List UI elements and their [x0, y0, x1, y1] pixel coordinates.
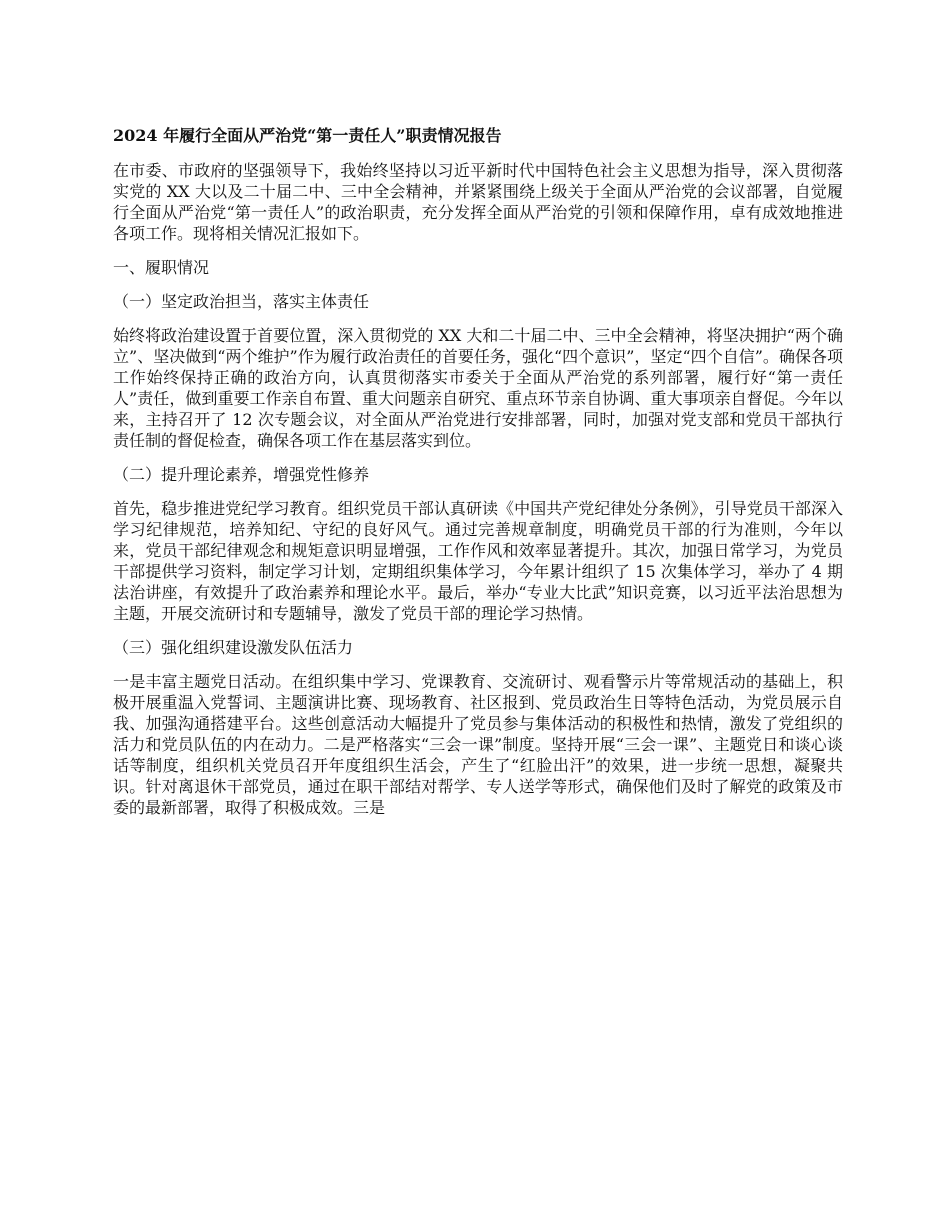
report-title: 2024 年履行全面从严治党“第一责任人”职责情况报告: [113, 126, 502, 145]
theory-study-paragraph: 首先，稳步推进党纪学习教育。组织党员干部认真研读《中国共产党纪律处分条例》，引导党员干部深入学习纪律规范，培养知纪、守纪的良好风气。通过完善规章制度，明确党员干部的行为准则，今年以来，党员干部纪律观念和规矩意识明显增强，工作作风和效率显著提升。其次，加强日常学习，为党员干部提供学习资料，制定学习计划，定期组织集体学习，今年累计组织了 15 次集体学习，举办了 4 期法治讲座，有效提升了政治素养和理论水平。最后，举办“专业大比武”知识竞赛，以习近平法治思想为主题，开展交流研讨和专题辅导，激发了党员干部的理论学习热情。: [113, 499, 843, 623]
subsection-heading-political: （一）坚定政治担当，落实主体责任: [113, 292, 370, 311]
subsection-heading-theory: （二）提升理论素养，增强党性修养: [113, 465, 370, 484]
intro-paragraph: 在市委、市政府的坚强领导下，我始终坚持以习近平新时代中国特色社会主义思想为指导，深入贯彻落实党的 XX 大以及二十届二中、三中全会精神，并紧紧围绕上级关于全面从严治党的会议部署，自觉履行全面从严治党“第一责任人”的政治职责，充分发挥全面从严治党的引领和保障作用，卓有成效地推进各项工作。现将相关情况汇报如下。: [113, 161, 843, 243]
political-responsibility-paragraph: 始终将政治建设置于首要位置，深入贯彻党的 XX 大和二十届二中、三中全会精神，将坚决拥护“两个确立”、坚决做到“两个维护”作为履行政治责任的首要任务，强化“四个意识”，坚定“四个自信”。确保各项工作始终保持正确的政治方向，认真贯彻落实市委关于全面从严治党的系列部署，履行好“第一责任人”责任，做到重要工作亲自布置、重大问题亲自研究、重点环节亲自协调、重大事项亲自督促。今年以来，主持召开了 12 次专题会议，对全面从严治党进行安排部署，同时，加强对党支部和党员干部执行责任制的督促检查，确保各项工作在基层落实到位。: [113, 326, 843, 450]
section-heading-performance: 一、履职情况: [113, 258, 210, 277]
organization-building-paragraph: 一是丰富主题党日活动。在组织集中学习、党课教育、交流研讨、观看警示片等常规活动的基础上，积极开展重温入党誓词、主题演讲比赛、现场教育、社区报到、党员政治生日等特色活动，为党员展示自我、加强沟通搭建平台。这些创意活动大幅提升了党员参与集体活动的积极性和热情，激发了党组织的活力和党员队伍的内在动力。二是严格落实“三会一课”制度。坚持开展“三会一课”、主题党日和谈心谈话等制度，组织机关党员召开年度组织生活会，产生了“红脸出汗”的效果，进一步统一思想，凝聚共识。针对离退休干部党员，通过在职干部结对帮学、专人送学等形式，确保他们及时了解党的政策及市委的最新部署，取得了积极成效。三是: [113, 672, 843, 817]
document-body: [113, 124, 843, 831]
subsection-heading-organization: （三）强化组织建设激发队伍活力: [113, 638, 354, 657]
